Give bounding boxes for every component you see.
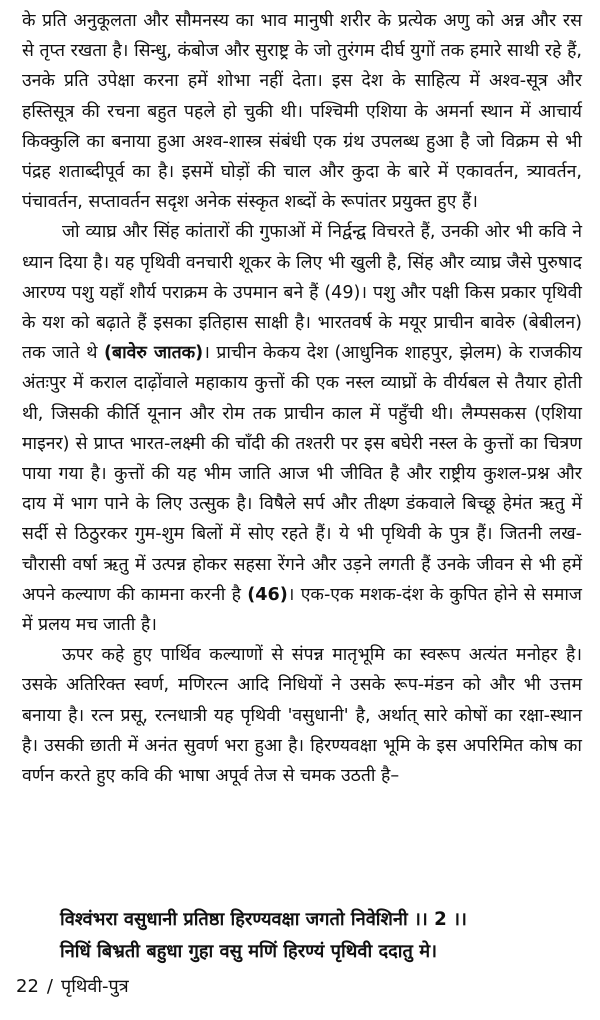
verse-line-2: निधिं बिभ्रती बहुधा गुहा वसु मणिं हिरण्यं पृथिवी ददातु मे।: [60, 941, 437, 962]
page-number: 22: [16, 976, 39, 997]
bold-reference: (बावेरु जातक): [104, 343, 204, 364]
footer-separator: /: [46, 976, 53, 997]
bold-reference: (46): [247, 584, 288, 605]
paragraph-2: [22, 217, 582, 640]
paragraph-text: । प्राचीन केकय देश (आधुनिक शाहपुर, झेलम) के राजकीय अंतःपुर में कराल दाढ़ोंवाले महाकाय कुत्तों की एक नस्ल व्याघ्रों के वीर्यबल से तैयार होती थी, जिसकी कीर्ति यूनान और रोम तक प्राचीन काल में पहुँची थी। लैम्पसकस (एशिया माइनर) से प्राप्त भारत-लक्ष्मी की चाँदी की तश्तरी पर इस बघेरी नस्ल के कुत्तों का चित्रण पाया गया है। कुत्तों की यह भीम जाति आज भी जीवित है और राष्ट्रीय कुशल-प्रश्न और दाय में भाग पाने के लिए उत्सुक है। विषैले सर्प और तीक्ष्ण डंकवाले बिच्छू हेमंत ऋतु में सर्दी से ठिठुरकर गुम-शुम बिलों में सोए रहते हैं। ये भी पृथिवी के पुत्र हैं। जितनी लख-चौरासी वर्षा ऋतु में उत्पन्न होकर सहसा रेंगने और उड़ने लगती हैं उनके जीवन से भी हमें अपने कल्याण की कामना करनी है: [22, 343, 583, 605]
verse-block: [60, 904, 590, 968]
book-title: पृथिवी-पुत्र: [60, 976, 129, 997]
paragraph-text: ऊपर कहे हुए पार्थिव कल्याणों से संपन्न मातृभूमि का स्वरूप अत्यंत मनोहर है। उसके अतिरिक्त स्वर्ण, मणिरत्न आदि निधियों ने उसके रूप-मंडन को और भी उत्तम बनाया है। रत्न प्रसू, रत्नधात्री यह पृथिवी 'वसुधानी' है, अर्थात् सारे कोषों का रक्षा-स्थान है। उसकी छाती में अनंत सुवर्ण भरा हुआ है। हिरण्यवक्षा भूमि के इस अपरिमित कोष का वर्णन करते हुए कवि की भाषा अपूर्व तेज से चमक उठती है–: [22, 645, 582, 787]
paragraph-text: के प्रति अनुकूलता और सौमनस्य का भाव मानुषी शरीर के प्रत्येक अणु को अन्न और रस से तृप्त रखता है। सिन्धु, कंबोज और सुराष्ट्र के जो तुरंगम दीर्घ युगों तक हमारे साथी रहे हैं, उनके प्रति उपेक्षा करना हमें शोभा नहीं देता। इस देश के साहित्य में अश्व-सूत्र और हस्तिसूत्र की रचना बहुत पहले हो चुकी थी। पश्चिमी एशिया के अमर्ना स्थान में आचार्य किक्कुलि का बनाया हुआ अश्व-शास्त्र संबंधी एक ग्रंथ उपलब्ध हुआ है जो विक्रम से भी पंद्रह शताब्दीपूर्व का है। इसमें घोड़ों की चाल और कुदा के बारे में एकावर्तन, त्र्यावर्तन, पंचावर्तन, सप्तावर्तन सदृश अनेक संस्कृत शब्दों के रूपांतर प्रयुक्त हुए हैं।: [22, 11, 582, 213]
verse-line-1: विश्वंभरा वसुधानी प्रतिष्ठा हिरण्यवक्षा जगतो निवेशिनी ।। 2 ।।: [60, 909, 467, 930]
page-footer: [16, 974, 129, 1000]
paragraph-text: जो व्याघ्र और सिंह कांतारों की गुफाओं में निर्द्वन्द्व विचरते हैं, उनकी ओर भी कवि ने ध्यान दिया है। यह पृथिवी वनचारी शूकर के लिए भी खुली है, सिंह और व्याघ्र जैसे पुरुषाद आरण्य पशु यहाँ शौर्य पराक्रम के उपमान बने हैं (49)। पशु और पक्षी किस प्रकार पृथिवी के यश को बढ़ाते हैं इसका इतिहास साक्षी है। भारतवर्ष के मयूर प्राचीन बावेरु (बेबीलन) तक जाते थे: [22, 222, 582, 364]
paragraph-1: [22, 6, 582, 217]
body-text: [22, 6, 582, 791]
paragraph-3: [22, 640, 582, 791]
paragraph-text: । एक-एक मशक-दंश के कुपित होने से समाज में प्रलय मच जाती है।: [22, 584, 582, 636]
